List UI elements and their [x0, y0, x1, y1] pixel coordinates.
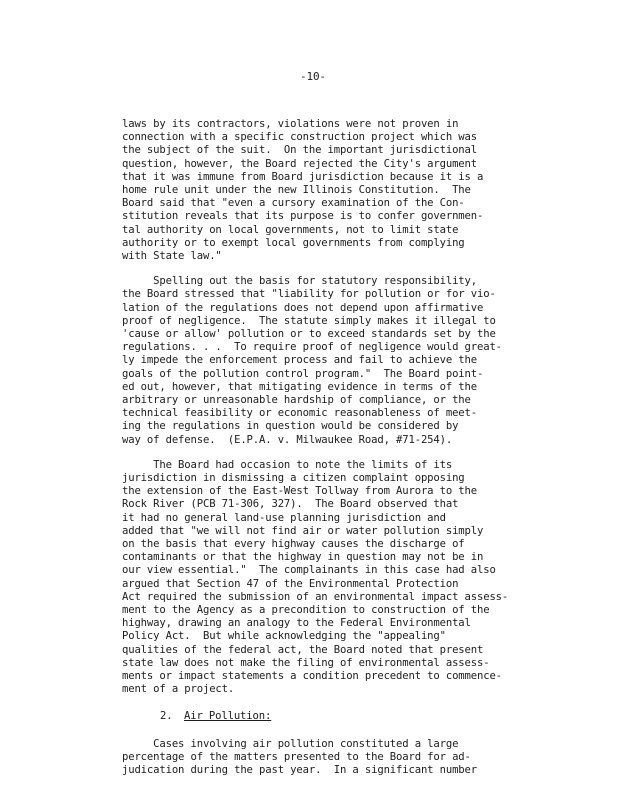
- text-line: tal authority on local governments, not to limit state: [122, 223, 459, 236]
- text-line: arbitrary or unreasonable hardship of compliance, or the: [122, 394, 471, 406]
- text-line: it had no general land-use planning jurisdiction and: [122, 511, 446, 524]
- text-line: ly impede the enforcement process and fail to achieve the: [122, 354, 477, 367]
- text-line: The Board had occasion to note the limits of its: [122, 458, 453, 471]
- text-line: ments or impact statements a condition precedent to commence-: [122, 670, 502, 682]
- text-line: authority or to exempt local governments from complying: [122, 236, 465, 249]
- page-number: -10-: [300, 70, 326, 83]
- text-line: added that "we will not find air or water pollution simply: [122, 524, 484, 537]
- text-line: laws by its contractors, violations were not proven in: [122, 118, 459, 130]
- text-line: stitution reveals that its purpose is to confer governmen-: [122, 210, 484, 223]
- text-line: Rock River (PCB 71-306, 327). The Board observed that: [122, 498, 459, 511]
- text-line: on the basis that every highway causes the discharge of: [122, 538, 465, 550]
- text-line: Spelling out the basis for statutory responsibility,: [122, 275, 477, 288]
- section-title: Air Pollution:: [184, 710, 272, 723]
- text-line: the extension of the East-West Tollway from Aurora to the: [122, 485, 477, 498]
- text-line: home rule unit under the new Illinois Constitution. The: [122, 184, 471, 196]
- text-line: the subject of the suit. On the important jurisdictional: [122, 144, 477, 157]
- text-line: proof of negligence. The statute simply makes it illegal to: [122, 314, 496, 327]
- text-line: way of defense. (E.P.A. v. Milwaukee Road, #71-254).: [122, 433, 453, 446]
- section-number: 2.: [160, 710, 173, 723]
- text-line: percentage of the matters presented to the Board for ad-: [122, 750, 471, 763]
- text-line: highway, drawing an analogy to the Federal Environmental: [122, 617, 471, 630]
- text-line: Cases involving air pollution constituted a large: [122, 737, 459, 750]
- text-line: with State law.": [122, 250, 222, 262]
- text-line: argued that Section 47 of the Environmental Protection: [122, 577, 459, 590]
- text-line: lation of the regulations does not depend upon affirmative: [122, 301, 484, 314]
- text-line: ing the regulations in question would be considered by: [122, 420, 459, 433]
- text-line: ment to the Agency as a precondition to construction of the: [122, 604, 490, 616]
- text-line: Board said that "even a cursory examination of the Con-: [122, 197, 465, 210]
- text-line: ment of a project.: [122, 683, 235, 696]
- text-line: the Board stressed that "liability for pollution or for vio-: [122, 288, 496, 301]
- text-line: question, however, the Board rejected the City's argument: [122, 157, 477, 170]
- text-line: 'cause or allow' pollution or to exceed standards set by the: [122, 328, 496, 340]
- text-line: ed out, however, that mitigating evidence in terms of the: [122, 380, 477, 393]
- text-line: judication during the past year. In a significant number: [122, 764, 477, 776]
- text-line: contaminants or that the highway in question may not be in: [122, 551, 484, 564]
- text-line: qualities of the federal act, the Board noted that present: [122, 643, 484, 656]
- text-line: Act required the submission of an environmental impact assess-: [122, 590, 509, 603]
- text-line: Policy Act. But while acknowledging the "appealing": [122, 630, 446, 643]
- text-line: jurisdiction in dismissing a citizen complaint opposing: [122, 472, 465, 484]
- text-line: regulations. . . To require proof of negligence would great-: [122, 341, 502, 354]
- text-line: goals of the pollution control program." The Board point-: [122, 367, 484, 380]
- text-line: connection with a specific construction project which was: [122, 131, 477, 144]
- text-line: state law does not make the filing of environmental assess-: [122, 656, 490, 669]
- text-line: technical feasibility or economic reasonableness of meet-: [122, 407, 477, 420]
- text-line: that it was immune from Board jurisdiction because it is a: [122, 170, 484, 183]
- text-line: our view essential." The complainants in this case had also: [122, 564, 496, 577]
